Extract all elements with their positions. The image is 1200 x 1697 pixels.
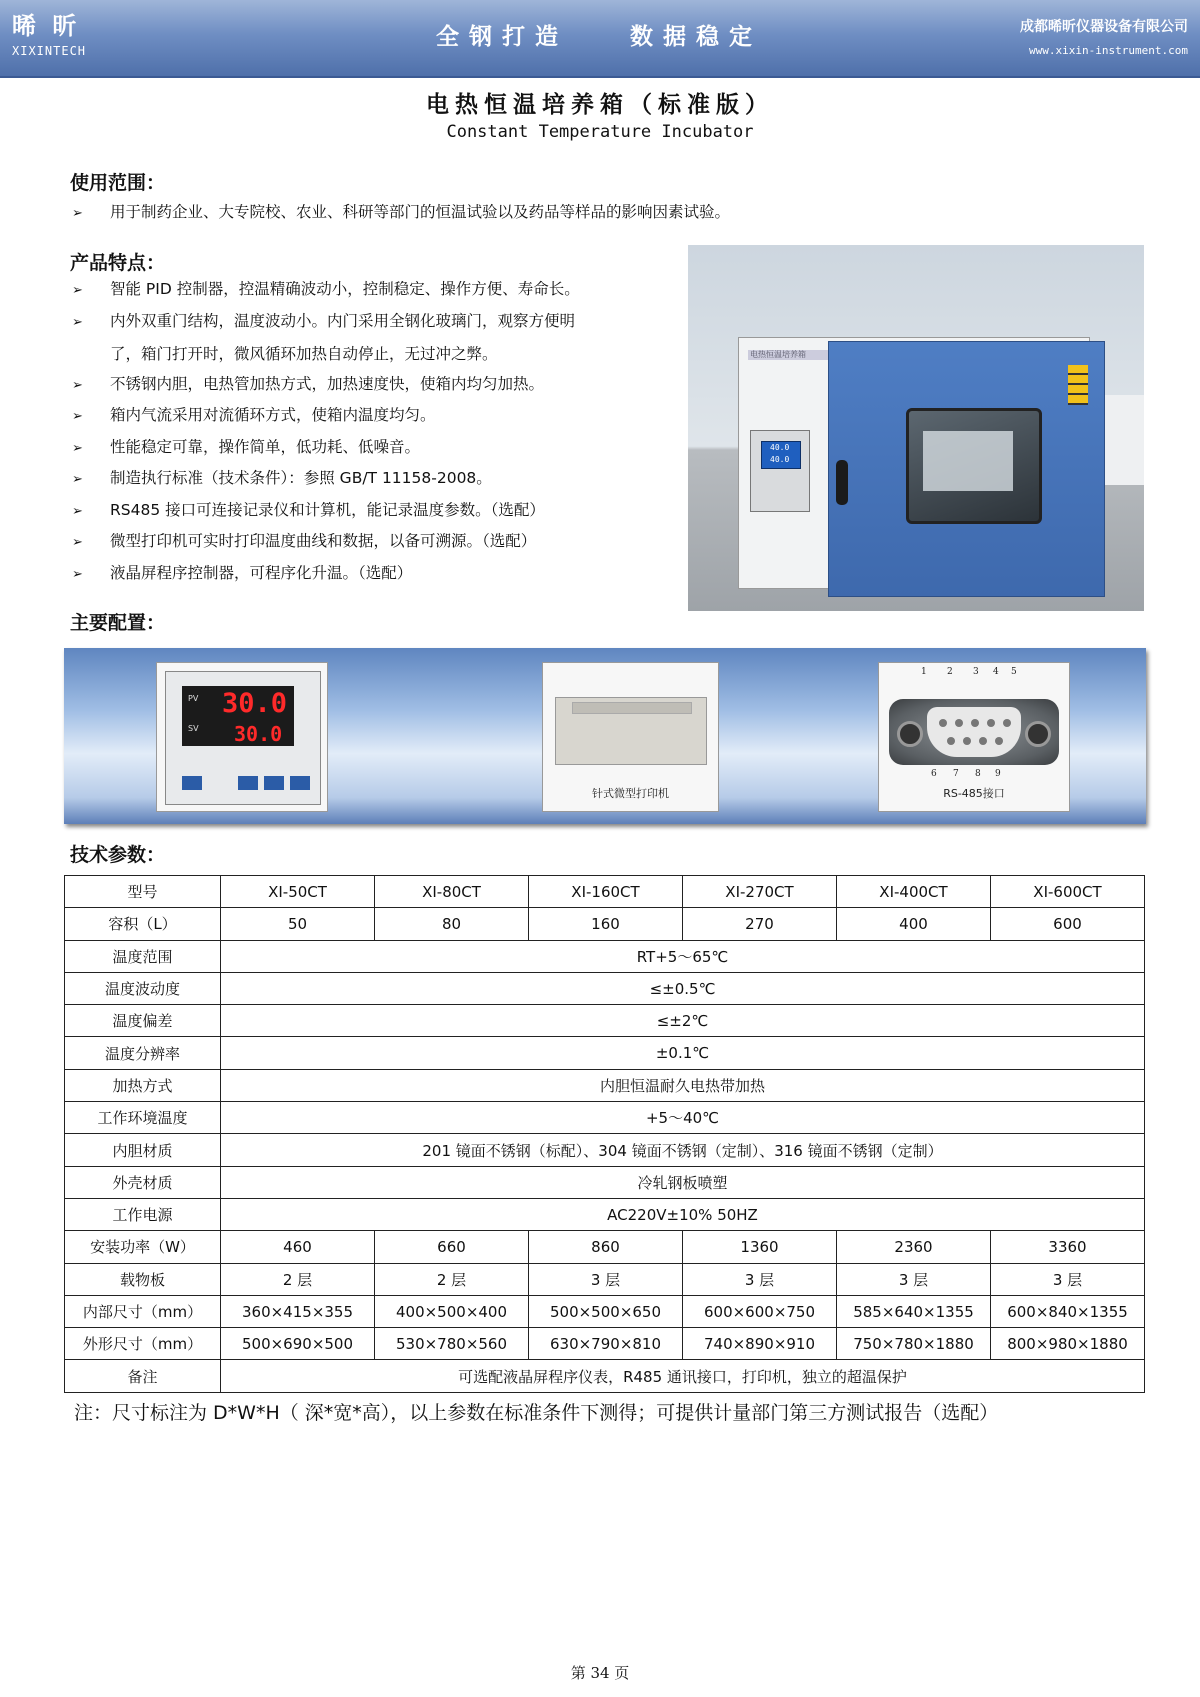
feature-item-text: 液晶屏程序控制器，可程序化升温。（选配） — [110, 564, 413, 582]
feature-item — [72, 405, 436, 427]
wattage-cell: 660 — [375, 1231, 529, 1263]
table-row-resolution — [65, 1037, 1145, 1069]
model-cell: XI-600CT — [991, 876, 1145, 908]
warning-labels — [1068, 365, 1088, 405]
row-label: 容积（L） — [65, 908, 221, 940]
table-row-power — [65, 1198, 1145, 1230]
features-heading: 产品特点： — [70, 252, 166, 274]
model-cell: XI-160CT — [529, 876, 683, 908]
door-window — [906, 408, 1042, 524]
row-label: 温度波动度 — [65, 972, 221, 1004]
page-number: 第 34 页 — [570, 1664, 630, 1682]
volume-cell: 80 — [375, 908, 529, 940]
outer-size-cell: 530×780×560 — [375, 1328, 529, 1360]
arrow-bullet-icon: ➢ — [72, 567, 83, 582]
pid-controller-image — [156, 662, 328, 812]
pin — [995, 737, 1003, 745]
table-row-outer-size — [65, 1328, 1145, 1360]
table-row-deviation — [65, 1005, 1145, 1037]
row-label: 载物板 — [65, 1263, 221, 1295]
printer-paper-slot — [572, 702, 692, 714]
model-cell: XI-50CT — [221, 876, 375, 908]
table-row-shell — [65, 1166, 1145, 1198]
db9-connector-icon — [889, 699, 1059, 765]
outer-size-cell: 750×780×1880 — [837, 1328, 991, 1360]
feature-item — [72, 279, 580, 301]
footnote: 注：尺寸标注为 D*W*H（ 深*宽*高），以上参数在标准条件下测得；可提供计量部门第三方测试报告（选配） — [74, 1402, 999, 1424]
outer-size-cell: 500×690×500 — [221, 1328, 375, 1360]
feature-item — [72, 374, 544, 396]
controller-display — [182, 686, 294, 746]
row-label: 外壳材质 — [65, 1166, 221, 1198]
printer-caption: 针式微型打印机 — [592, 787, 669, 800]
config-band — [64, 648, 1146, 824]
slogan-stable-data: 数据稳定 — [630, 24, 762, 50]
pin — [1003, 719, 1011, 727]
cabinet-label — [748, 350, 828, 360]
feature-item — [72, 437, 420, 459]
fluctuation-value: ≤±0.5℃ — [221, 972, 1145, 1004]
usage-item-text: 用于制药企业、大专院校、农业、科研等部门的恒温试验以及药品等样品的影响因素试验。 — [110, 203, 731, 221]
table-row-fluctuation — [65, 972, 1145, 1004]
table-row-model — [65, 876, 1145, 908]
feature-item — [72, 500, 545, 522]
inner-size-cell: 600×840×1355 — [991, 1295, 1145, 1327]
config-heading: 主要配置： — [70, 612, 166, 634]
inner-size-cell: 400×500×400 — [375, 1295, 529, 1327]
feature-item — [72, 468, 492, 490]
sv-tag: SV — [188, 724, 199, 733]
rs485-connector-image — [878, 662, 1070, 812]
wattage-cell: 2360 — [837, 1231, 991, 1263]
pin — [963, 737, 971, 745]
spec-table — [64, 875, 1145, 1393]
model-cell: XI-80CT — [375, 876, 529, 908]
table-row-remark — [65, 1360, 1145, 1392]
outer-size-cell: 800×980×1880 — [991, 1328, 1145, 1360]
pin-number: 9 — [995, 769, 1001, 779]
row-label: 加热方式 — [65, 1069, 221, 1101]
inner-size-cell: 360×415×355 — [221, 1295, 375, 1327]
header-banner — [0, 0, 1200, 78]
inner-size-cell: 600×600×750 — [683, 1295, 837, 1327]
pin-number: 6 — [931, 769, 937, 779]
resolution-value: ±0.1℃ — [221, 1037, 1145, 1069]
arrow-bullet-icon: ➢ — [72, 535, 83, 550]
feature-item-text: 制造执行标准（技术条件）：参照 GB/T 11158-2008。 — [110, 469, 492, 487]
remark-value: 可选配液晶屏程序仪表，R485 通讯接口，打印机，独立的超温保护 — [221, 1360, 1145, 1392]
temp-range-value: RT+5～65℃ — [221, 940, 1145, 972]
brand-name-cn: 晞 昕 — [12, 12, 81, 40]
feature-item-text: 性能稳定可靠，操作简单，低功耗、低噪音。 — [110, 438, 421, 456]
row-label: 备注 — [65, 1360, 221, 1392]
table-row-liner — [65, 1134, 1145, 1166]
feature-item — [72, 563, 412, 585]
arrow-bullet-icon: ➢ — [72, 378, 83, 393]
arrow-bullet-icon: ➢ — [72, 206, 83, 221]
pin-number: 5 — [1011, 667, 1017, 677]
company-website[interactable]: www.xixin-instrument.com — [1029, 44, 1188, 57]
page-title-en: Constant Temperature Incubator — [446, 122, 754, 142]
volume-cell: 600 — [991, 908, 1145, 940]
feature-item-text: 不锈钢内胆，电热管加热方式，加热速度快，使箱内均匀加热。 — [110, 375, 545, 393]
row-label: 外形尺寸（mm） — [65, 1328, 221, 1360]
pin — [955, 719, 963, 727]
volume-cell: 400 — [837, 908, 991, 940]
outer-size-cell: 630×790×810 — [529, 1328, 683, 1360]
sv-readout: 30.0 — [234, 722, 283, 746]
controller-body — [165, 671, 321, 805]
inner-size-cell: 585×640×1355 — [837, 1295, 991, 1327]
heating-value: 内胆恒温耐久电热带加热 — [221, 1069, 1145, 1101]
shelves-cell: 2 层 — [221, 1263, 375, 1295]
specs-heading: 技术参数： — [70, 844, 166, 866]
shelves-cell: 3 层 — [683, 1263, 837, 1295]
usage-heading: 使用范围： — [70, 172, 166, 194]
wattage-cell: 460 — [221, 1231, 375, 1263]
wattage-cell: 1360 — [683, 1231, 837, 1263]
table-row-shelves — [65, 1263, 1145, 1295]
pin — [971, 719, 979, 727]
arrow-bullet-icon: ➢ — [72, 283, 83, 298]
shelves-cell: 2 层 — [375, 1263, 529, 1295]
shell-value: 冷轧钢板喷塑 — [221, 1166, 1145, 1198]
brand-name-en: XIXINTECH — [12, 44, 87, 58]
feature-item — [72, 311, 575, 333]
table-row-wattage — [65, 1231, 1145, 1263]
pin-number: 7 — [953, 769, 959, 779]
slogan-all-steel: 全钢打造 — [436, 24, 568, 50]
page-title-cn: 电热恒温培养箱（标准版） — [426, 92, 774, 118]
pin — [947, 737, 955, 745]
usage-item — [72, 202, 730, 224]
printer-body — [555, 697, 707, 765]
pin-number: 8 — [975, 769, 981, 779]
shelves-cell: 3 层 — [991, 1263, 1145, 1295]
feature-item-text: RS485 接口可连接记录仪和计算机，能记录温度参数。（选配） — [110, 501, 545, 519]
wattage-cell: 3360 — [991, 1231, 1145, 1263]
arrow-bullet-icon: ➢ — [72, 315, 83, 330]
row-label: 温度范围 — [65, 940, 221, 972]
screw-hole-right — [1025, 721, 1051, 747]
arrow-bullet-icon: ➢ — [72, 472, 83, 487]
feature-item-text: 微型打印机可实时打印温度曲线和数据，以备可溯源。（选配） — [110, 532, 537, 550]
connector-face — [927, 707, 1021, 757]
inner-glass — [923, 431, 1013, 491]
inner-size-cell: 500×500×650 — [529, 1295, 683, 1327]
cabinet-label-text: 电热恒温培养箱 — [750, 350, 806, 359]
screw-hole-left — [897, 721, 923, 747]
company-name: 成都晞昕仪器设备有限公司 — [1020, 19, 1188, 35]
feature-item-text: 箱内气流采用对流循环方式，使箱内温度均匀。 — [110, 406, 436, 424]
arrow-bullet-icon: ➢ — [72, 441, 83, 456]
feature-item-continuation: 了，箱门打开时，微风循环加热自动停止，无过冲之弊。 — [110, 345, 498, 363]
volume-cell: 50 — [221, 908, 375, 940]
row-label: 内部尺寸（mm） — [65, 1295, 221, 1327]
row-label: 安装功率（W） — [65, 1231, 221, 1263]
shelves-cell: 3 层 — [529, 1263, 683, 1295]
table-row-volume — [65, 908, 1145, 940]
table-row-inner-size — [65, 1295, 1145, 1327]
pin — [987, 719, 995, 727]
pin-number: 3 — [973, 667, 979, 677]
feature-item — [72, 531, 536, 553]
feature-item-text: 智能 PID 控制器，控温精确波动小，控制稳定、操作方便、寿命长。 — [110, 280, 580, 298]
door-handle — [836, 460, 848, 505]
row-label: 内胆材质 — [65, 1134, 221, 1166]
table-row-temp-range — [65, 940, 1145, 972]
lcd-bottom-value: 40.0 — [770, 455, 790, 464]
pin-number: 2 — [947, 667, 953, 677]
model-cell: XI-400CT — [837, 876, 991, 908]
row-label: 温度偏差 — [65, 1005, 221, 1037]
outer-size-cell: 740×890×910 — [683, 1328, 837, 1360]
pin-number: 4 — [993, 667, 999, 677]
pin — [939, 719, 947, 727]
pv-tag: PV — [188, 694, 199, 703]
shift-button-icon — [238, 776, 258, 790]
ambient-value: +5～40℃ — [221, 1102, 1145, 1134]
lcd-display — [761, 441, 801, 469]
lcd-top-value: 40.0 — [770, 443, 790, 452]
wattage-cell: 860 — [529, 1231, 683, 1263]
set-button-icon — [182, 776, 202, 790]
up-button-icon — [290, 776, 310, 790]
arrow-bullet-icon: ➢ — [72, 409, 83, 424]
row-label: 型号 — [65, 876, 221, 908]
rs485-caption: RS-485接口 — [943, 787, 1005, 800]
shelves-cell: 3 层 — [837, 1263, 991, 1295]
down-button-icon — [264, 776, 284, 790]
micro-printer-image — [542, 662, 719, 812]
pin-number: 1 — [921, 667, 927, 677]
volume-cell: 160 — [529, 908, 683, 940]
deviation-value: ≤±2℃ — [221, 1005, 1145, 1037]
model-cell: XI-270CT — [683, 876, 837, 908]
arrow-bullet-icon: ➢ — [72, 504, 83, 519]
table-row-heating — [65, 1069, 1145, 1101]
controller-buttons — [182, 776, 312, 794]
pin — [979, 737, 987, 745]
volume-cell: 270 — [683, 908, 837, 940]
power-value: AC220V±10% 50HZ — [221, 1198, 1145, 1230]
row-label: 工作环境温度 — [65, 1102, 221, 1134]
row-label: 温度分辨率 — [65, 1037, 221, 1069]
product-photo — [688, 245, 1144, 611]
pv-readout: 30.0 — [222, 688, 288, 719]
table-row-ambient — [65, 1102, 1145, 1134]
feature-item-text: 内外双重门结构，温度波动小。内门采用全钢化玻璃门，观察方便明 — [110, 312, 576, 330]
liner-value: 201 镜面不锈钢（标配）、304 镜面不锈钢（定制）、316 镜面不锈钢（定制） — [221, 1134, 1145, 1166]
row-label: 工作电源 — [65, 1198, 221, 1230]
control-panel — [750, 430, 810, 512]
